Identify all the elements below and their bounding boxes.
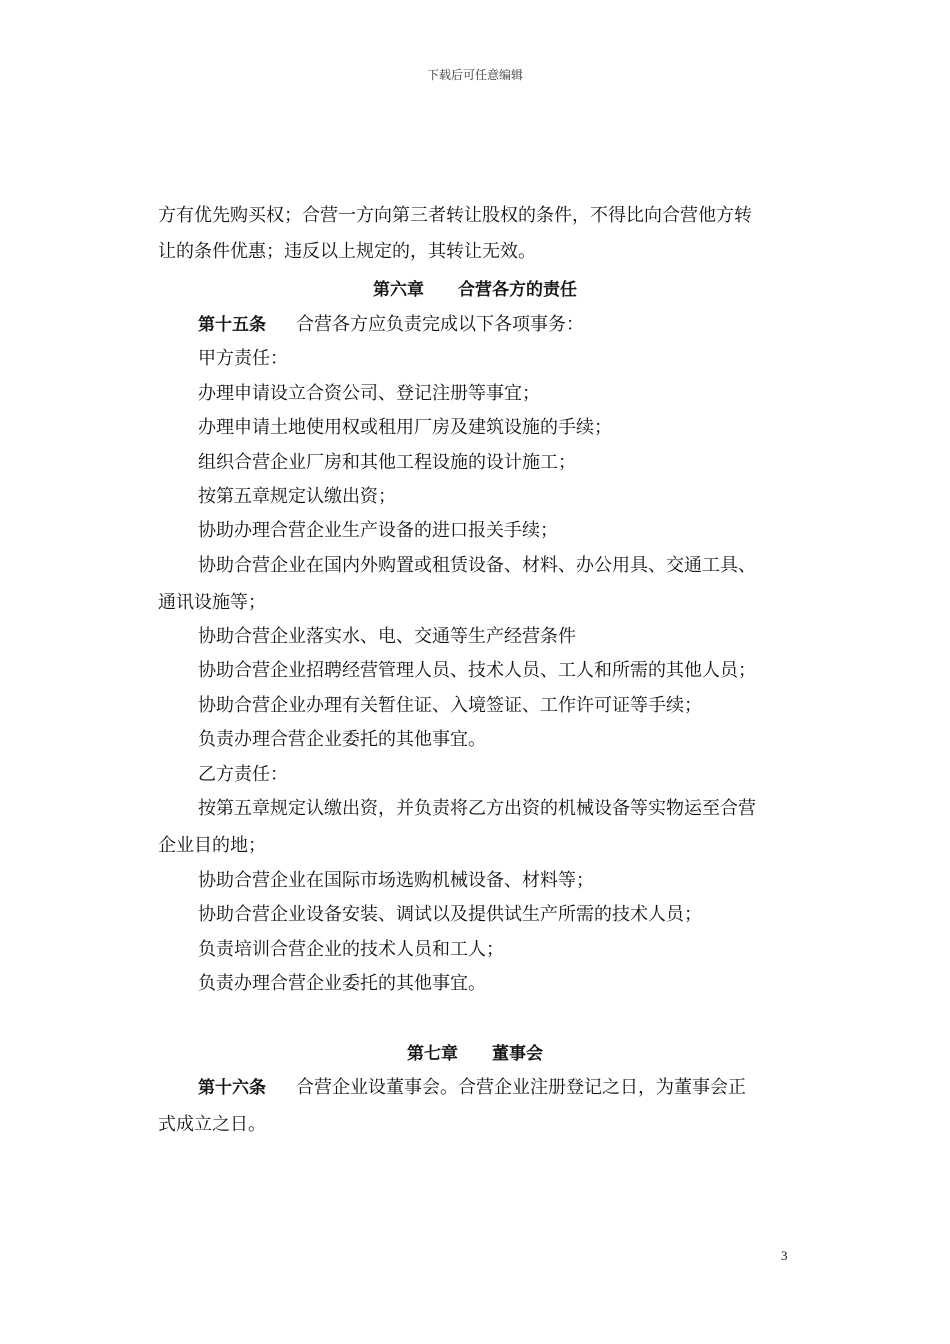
paragraph-line: 让的条件优惠；违反以上规定的，其转让无效。 <box>158 241 536 262</box>
party-a-heading: 甲方责任： <box>198 348 288 369</box>
article-number: 第十五条 <box>198 315 266 335</box>
chapter-title: 合营各方的责任 <box>458 280 577 300</box>
list-item: 协助合营企业招聘经营管理人员、技术人员、工人和所需的其他人员； <box>198 660 756 681</box>
list-item: 协助合营企业在国际市场选购机械设备、材料等； <box>198 870 594 891</box>
page-number: 3 <box>781 1248 788 1263</box>
chapter-6-heading <box>0 278 950 302</box>
list-item: 协助合营企业办理有关暂住证、入境签证、工作许可证等手续； <box>198 695 702 716</box>
list-item: 按第五章规定认缴出资，并负责将乙方出资的机械设备等实物运至合营 <box>198 798 756 819</box>
list-item: 办理申请土地使用权或租用厂房及建筑设施的手续； <box>198 417 612 438</box>
party-b-heading: 乙方责任： <box>198 764 288 785</box>
list-item-continued: 通讯设施等； <box>158 592 266 613</box>
article-15 <box>198 313 584 337</box>
list-item: 协助办理合营企业生产设备的进口报关手续； <box>198 520 558 541</box>
list-item: 负责办理合营企业委托的其他事宜。 <box>198 973 486 994</box>
list-item: 协助合营企业在国内外购置或租赁设备、材料、办公用具、交通工具、 <box>198 555 756 576</box>
article-16 <box>198 1076 746 1100</box>
chapter-number: 第七章 <box>407 1044 458 1064</box>
list-item: 组织合营企业厂房和其他工程设施的设计施工； <box>198 452 576 473</box>
chapter-7-heading <box>0 1042 950 1066</box>
article-number: 第十六条 <box>198 1078 266 1098</box>
list-item: 办理申请设立合资公司、登记注册等事宜； <box>198 383 540 404</box>
chapter-number: 第六章 <box>373 280 424 300</box>
list-item: 负责培训合营企业的技术人员和工人； <box>198 939 504 960</box>
list-item: 协助合营企业落实水、电、交通等生产经营条件 <box>198 626 576 647</box>
list-item: 协助合营企业设备安装、调试以及提供试生产所需的技术人员； <box>198 904 702 925</box>
chapter-title: 董事会 <box>492 1044 543 1064</box>
list-item: 按第五章规定认缴出资； <box>198 486 396 507</box>
article-text: 合营各方应负责完成以下各项事务： <box>296 314 584 335</box>
article-continued: 式成立之日。 <box>158 1114 266 1135</box>
paragraph-line: 方有优先购买权；合营一方向第三者转让股权的条件，不得比向合营他方转 <box>158 205 752 226</box>
article-text: 合营企业设董事会。合营企业注册登记之日，为董事会正 <box>296 1077 746 1098</box>
list-item: 负责办理合营企业委托的其他事宜。 <box>198 729 486 750</box>
page-header: 下载后可任意编辑 <box>426 68 523 82</box>
list-item-continued: 企业目的地； <box>158 835 266 856</box>
